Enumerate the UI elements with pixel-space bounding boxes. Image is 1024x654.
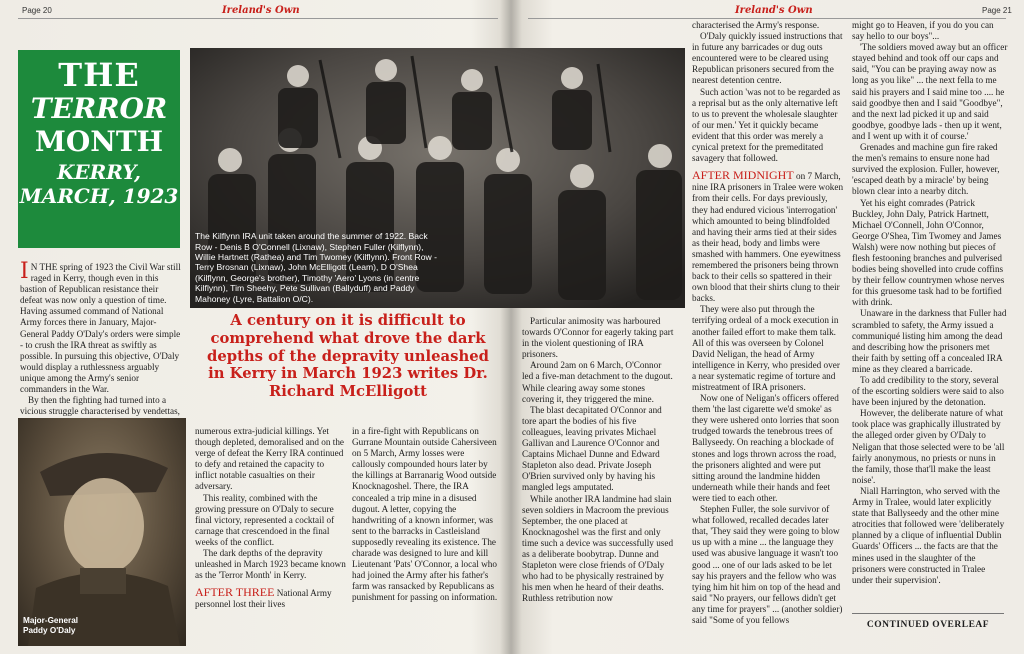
group-photo [190, 48, 685, 308]
col2-lead-in: AFTER THREE [195, 585, 275, 600]
portrait-caption-line-1: Major-General [23, 616, 79, 625]
title-line-1: THE [58, 56, 140, 94]
col2-paragraph-2: This reality, combined with the growing pressure on O'Daly to secure final victory, represented a cocktail of carnage that crescendoed in the final weeks of the conflict. [195, 492, 335, 547]
article-column-4 [522, 316, 674, 648]
col4-paragraph-4: While another IRA landmine had slain seven soldiers in Macroom the previous September, the one placed at Knocknagoshel was the first and only time such a device was successfully used as a deliberate boobytrap. Dunne and Stapleton were close friends of O'Daly who had to be physically restrained by his men when he heard of their deaths. Ruthless retribution now [522, 493, 674, 604]
col4-paragraph-3: The blast decapitated O'Connor and tore apart the bodies of his five colleagues, leaving privates Michael Gallivan and Laurence O'Connor and Captains Michael Dunne and Edward Stapleton also dead. Private Joseph O'Brien survived only by having his mangled legs amputated. [522, 404, 662, 493]
col6-paragraph-5: Unaware in the darkness that Fuller had scrambled to safety, the Army issued a communiqué listing him among the dead and describing how the prisoners met their faith by setting off a concealed IRA mine as they cleared a barricade. [852, 308, 1007, 374]
col2-paragraph-3: The dark depths of the depravity unleashed in March 1923 became known as the 'Terror Month' in Kerry. [195, 548, 346, 581]
col1-paragraph-1: N THE spring of 1923 the Civil War still raged in Kerry, though even in this bastion of Republican resistance their defeat was now only a question of time. Having assumed command of National Army forces there in January, Major-General Paddy O'Daly's orders were simple - to crush the IRA threat as swiftly as possible. In pursuing this objective, O'Daly would display a ruthlessness arguably unique among the Army's senior commanders in the War. [20, 262, 181, 395]
article-column-3 [352, 426, 498, 648]
drop-cap: I [20, 259, 29, 284]
portrait-caption-line-2: Paddy O'Daly [23, 626, 76, 635]
col6-paragraph-7: However, the deliberate nature of what took place was graphically illustrated by the alleged order given by O'Daly to Neligan that those selected were to be 'all fairly anonymous, no priests or nuns in the family, those that'll make the least noise'. [852, 408, 1005, 485]
article-column-5 [692, 20, 844, 648]
col2-paragraph-4: National Army personnel lost their lives [195, 588, 332, 610]
masthead-left: Ireland's Own [222, 5, 300, 16]
col5-lead-in: AFTER MIDNIGHT [692, 168, 794, 183]
col5-paragraph-5: They were also put through the terrifying ordeal of a mock execution in another failed effort to make them talk. All of this was overseen by Colonel David Neligan, the head of Army intelligence in Kerry, who presided over a near systematic regime of torture and mistreatment of IRA prisoners. [692, 304, 840, 392]
title-line-2: TERROR [30, 92, 168, 125]
title-line-5: MARCH, 1923 [19, 184, 179, 208]
col6-paragraph-2: 'The soldiers moved away but an officer stayed behind and took off our caps and said, "You can be praying away now as long as you like" ... the next fella to me said his prayers and I said mine too .... he said goodbye then and I said "Goodbye", and the next lad picked it up and said goodbye, goodbye lads - then up it went, and I went up with it of course.' [852, 42, 1008, 141]
col5-paragraph-7: Stephen Fuller, the sole survivor of what followed, recalled decades later that, 'They said they were going to blow us up with a mine ... the language they used was abusive language it wasn't too good ... one of our lads asked to be let say his prayers and the fellow who was tying him hit him on top of the head and said "No prayers, our fellows didn't get any time for prayers" ... (another soldier) said "Some of you fellows [692, 504, 843, 625]
title-line-4: KERRY, [57, 160, 141, 184]
col6-paragraph-6: To add credibility to the story, several of the escorting soldiers were said to also have been injured by the detonation. [852, 375, 1004, 408]
article-column-1 [20, 259, 182, 417]
header-rule-left [18, 18, 498, 19]
header-rule-right [528, 18, 1006, 19]
col5-paragraph-2: O'Daly quickly issued instructions that in future any barricades or dug outs encountered were to be cleared using Republican prisoners secured from the nearest detention centre. [692, 31, 843, 86]
deck-headline: A century on it is difficult to comprehend what drove the dark depths of the depravity unleashed in Kerry in March 1923 writes Dr. Richard McElligott [206, 312, 489, 401]
col6-paragraph-1: might go to Heaven, if you do you can say hello to our boys"... [852, 20, 994, 42]
title-box [18, 50, 180, 248]
continued-rule [852, 613, 1004, 614]
col6-paragraph-3: Grenades and machine gun fire raked the men's remains to ensure none had survived the explosion. Fuller, however, 'escaped death by a miracle' by being blown clear into a nearby ditch. [852, 142, 1000, 197]
title-line-3: MONTH [34, 125, 164, 158]
group-photo-caption: The Kilflynn IRA unit taken around the summer of 1922. Back Row - Denis B O'Connell (Lixnaw), Stephen Fuller (Kilflynn), Willie Hartnett (Rathea) and Tim Twomey (Kilflynn). Front Row - Terry Brosnan (Lixnaw), John McElligott (Leam), D O'Shea (Kilflynn, George's brother), Timothy 'Aero' Lyons (in centre Kilflynn), Tim Sheehy, Pete Sullivan (Ballyduff) and Paddy Mahoney (Lyre, Battalion O/C). [195, 231, 437, 304]
col2-paragraph-1: numerous extra-judicial killings. Yet though depleted, demoralised and on the verge of defeat the Kerry IRA continued to defy and retained the capacity to inflict notable casualties on their adversary. [195, 426, 345, 492]
col6-paragraph-4: Yet his eight comrades (Patrick Buckley, John Daly, Patrick Hartnett, Michael O'Connell, John O'Connor, George O'Shea, Tim Twomey and James Walsh) were now nothing but pieces of flesh festooning branches and pulverised bodies being shovelled into crude coffins by their fellow countrymen whose nerves for this gruesome task had to be fortified with drink. [852, 197, 1005, 308]
col1-paragraph-2: By then the fighting had turned into a vicious struggle characterised by vendettas, [20, 395, 180, 417]
article-column-2 [195, 426, 347, 648]
portrait-caption [23, 616, 173, 636]
col3-paragraph-1: in a fire-fight with Republicans on Gurrane Mountain outside Cahersiveen on 5 March, Army losses were callously compounded hours later by the killings at Barranarig Wood outside Knocknagoshel. There, the IRA concealed a trip mine in a disused dugout. A letter, copying the handwriting of a known informer, was sent to the barracks in Castleisland supposedly revealing its existence. The charade was designed to lure and kill Lieutenant 'Pats' O'Connor, a local who had joined the Army after his father's farm was ransacked by Republicans as punishment for passing on information. [352, 426, 498, 603]
col6-paragraph-8: Niall Harrington, who served with the Army in Tralee, would later explicitly state that Ballyseedy and the other mine atrocities that followed were 'deliberately planned by a clique of influential Dublin Guards' Officers ... the facts are that the mines used in the slaughter of the prisoners were constructed in Tralee under their supervision'. [852, 485, 1005, 585]
article-column-6 [852, 20, 1008, 608]
col4-paragraph-2: Around 2am on 6 March, O'Connor led a five-man detachment to the dugout. While clearing away some stones covering it, they triggered the mine. [522, 360, 673, 404]
col5-paragraph-6: Now one of Neligan's officers offered them 'the last cigarette we'd smoke' as they were ushered onto lorries that soon trudged towards the tenebrous trees of Ballyseedy. On reaching a blockade of stones and logs thrown across the road, the prisoners alighted and were put sitting around the landmine hidden underneath while their hands and feet were tied to each other. [692, 393, 839, 503]
col5-paragraph-1: characterised the Army's response. [692, 20, 820, 30]
masthead-right: Ireland's Own [735, 5, 813, 16]
page-number-right: Page 21 [982, 6, 1012, 15]
col5-paragraph-3: Such action 'was not to be regarded as a reprisal but as the only alternative left to us to prevent the wholesale slaughter of our men.' Yet it quickly became evident that this order was merely a cynical pretext for the premeditated savagery that followed. [692, 86, 841, 164]
col5-paragraph-4: on 7 March, nine IRA prisoners in Tralee were woken from their cells. For days previously, they had endured vicious 'interrogation' which amounted to being blindfolded and having their arms tied at their sides as their head, body and limbs were smashed with hammers. One eyewitness remembered the prisoners being thrown back to their cells so spattered in their own blood that their shirts clung to their backs. [692, 171, 844, 304]
portrait-photo [18, 418, 186, 646]
page-number-left: Page 20 [22, 6, 52, 15]
continued-overleaf: CONTINUED OVERLEAF [866, 620, 990, 630]
col4-paragraph-1: Particular animosity was harboured towards O'Connor for eagerly taking part in the violent questioning of IRA prisoners. [522, 316, 674, 360]
portrait-figure [18, 418, 186, 646]
